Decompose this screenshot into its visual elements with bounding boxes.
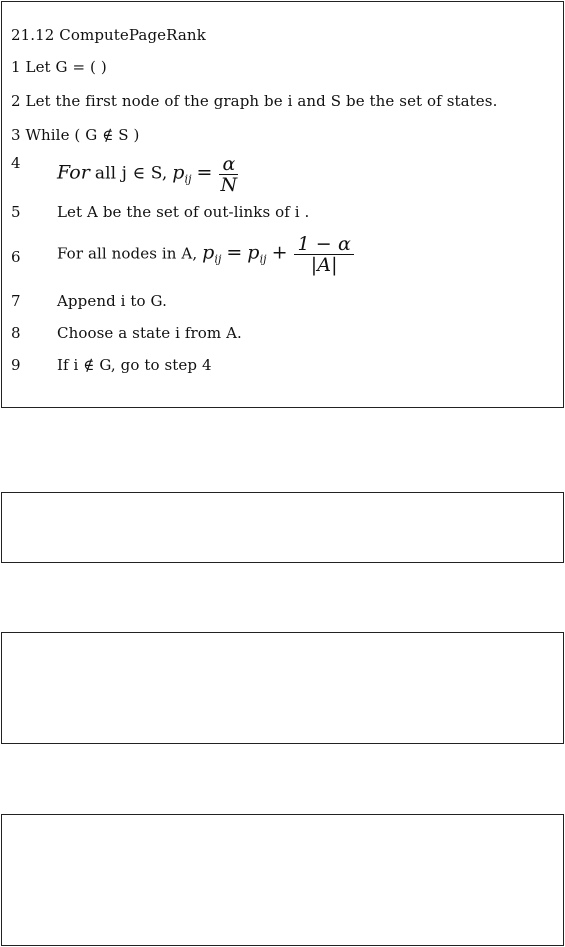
p-symbol-2: p	[247, 241, 260, 264]
algorithm-line-2: 2 Let the first node of the graph be i and S be the set of states.	[11, 92, 498, 110]
empty-answer-box-1	[1, 492, 564, 563]
empty-answer-box-2	[1, 632, 564, 744]
line-6-text: For all nodes in A,	[57, 244, 198, 263]
fraction-denominator: |A|	[310, 254, 338, 276]
algorithm-line-3: 3 While ( G ∉ S )	[11, 126, 140, 144]
algorithm-title: 21.12 ComputePageRank	[11, 26, 206, 44]
algorithm-line-1: 1 Let G = ( )	[11, 58, 107, 76]
line-9-text: If i ∉ G, go to step 4	[57, 356, 212, 374]
fraction-alpha-over-n	[219, 154, 238, 195]
empty-answer-box-3	[1, 814, 564, 946]
algorithm-line-5	[11, 203, 310, 221]
line-6-body	[57, 234, 356, 275]
p-symbol: p	[202, 241, 215, 264]
line-number: 5	[11, 203, 21, 221]
fraction-numerator: α	[219, 154, 238, 175]
fraction-numerator: 1 − α	[294, 234, 353, 255]
equals-sign: =	[196, 161, 213, 184]
for-keyword: For	[57, 161, 90, 184]
line-number: 8	[11, 324, 21, 342]
equals-sign: =	[226, 241, 243, 264]
line-4-body	[57, 154, 240, 195]
line-number: 4	[11, 154, 21, 172]
line-5-text: Let A be the set of out-links of i .	[57, 203, 310, 221]
line-7-text: Append i to G.	[57, 292, 167, 310]
algorithm-box	[1, 1, 564, 408]
algorithm-line-4	[11, 153, 238, 196]
algorithm-line-7	[11, 292, 167, 310]
line-number: 7	[11, 292, 21, 310]
line-8-text: Choose a state i from A.	[57, 324, 242, 342]
p-subscript-2: ij	[259, 252, 267, 266]
p-symbol: p	[172, 161, 185, 184]
fraction-one-minus-alpha-over-a	[294, 234, 353, 275]
fraction-denominator: N	[220, 174, 238, 196]
p-subscript: ij	[184, 172, 192, 186]
algorithm-line-9	[11, 356, 212, 374]
algorithm-line-8	[11, 324, 242, 342]
line-number: 6	[11, 248, 21, 266]
plus-sign: +	[271, 241, 288, 264]
line-number: 9	[11, 356, 21, 374]
all-text: all j ∈ S,	[94, 163, 168, 184]
p-subscript: ij	[214, 252, 222, 266]
